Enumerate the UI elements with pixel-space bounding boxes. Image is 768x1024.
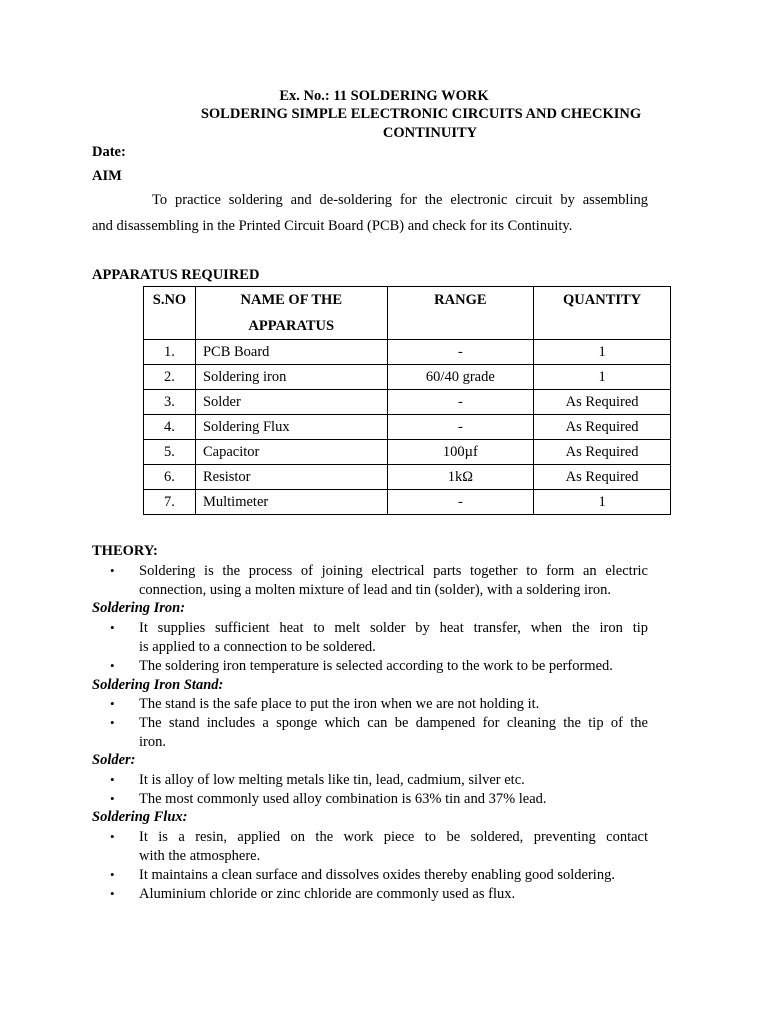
cell-range: 1kΩ: [387, 465, 534, 490]
table-header-row: [144, 287, 671, 340]
cell-range: -: [387, 390, 534, 415]
cell-range: -: [387, 490, 534, 515]
stand-bullet-1: The stand is the safe place to put the iron when we are not holding it.: [139, 696, 540, 712]
header-quantity: QUANTITY: [534, 287, 671, 340]
bullet-icon: •: [110, 791, 115, 806]
cell-range: 60/40 grade: [387, 365, 534, 390]
theory-heading: THEORY:: [92, 543, 158, 559]
cell-sno: 4.: [144, 415, 196, 440]
table-row: [144, 490, 671, 515]
cell-name: PCB Board: [195, 340, 387, 365]
table-row: [144, 465, 671, 490]
date-label: Date:: [92, 144, 126, 160]
bullet-icon: •: [110, 658, 115, 673]
cell-sno: 1.: [144, 340, 196, 365]
bullet-icon: •: [110, 620, 115, 635]
header-name-line1: NAME OF THE: [240, 292, 343, 308]
header-name: [195, 287, 387, 340]
cell-name: Multimeter: [195, 490, 387, 515]
header-name-line2: APPARATUS: [248, 318, 335, 334]
aim-heading: AIM: [92, 168, 122, 184]
cell-sno: 5.: [144, 440, 196, 465]
table-row: [144, 365, 671, 390]
theory-intro-line-2: connection, using a molten mixture of lead and tin (solder), with a soldering iron.: [139, 582, 611, 598]
bullet-icon: •: [110, 772, 115, 787]
stand-bullet-2-line-1: The stand includes a sponge which can be dampened for cleaning the tip of the: [139, 715, 648, 731]
table-row: [144, 415, 671, 440]
cell-name: Resistor: [195, 465, 387, 490]
cell-sno: 2.: [144, 365, 196, 390]
header-range: RANGE: [387, 287, 534, 340]
cell-name: Solder: [195, 390, 387, 415]
cell-name: Soldering iron: [195, 365, 387, 390]
apparatus-heading: APPARATUS REQUIRED: [92, 267, 260, 283]
soldering-iron-stand-heading: Soldering Iron Stand:: [92, 677, 224, 693]
cell-quantity: As Required: [534, 465, 671, 490]
bullet-icon: •: [110, 696, 115, 711]
iron-bullet-2: The soldering iron temperature is selected according to the work to be performed.: [139, 658, 613, 674]
bullet-icon: •: [110, 886, 115, 901]
bullet-icon: •: [110, 829, 115, 844]
aim-text-line-2: and disassembling in the Printed Circuit Board (PCB) and check for its Continuity.: [92, 218, 573, 234]
cell-quantity: As Required: [534, 440, 671, 465]
table-row: [144, 390, 671, 415]
solder-heading: Solder:: [92, 752, 136, 768]
soldering-iron-heading: Soldering Iron:: [92, 600, 186, 616]
cell-range: -: [387, 340, 534, 365]
table-row: [144, 340, 671, 365]
solder-bullet-1: It is alloy of low melting metals like tin, lead, cadmium, silver etc.: [139, 772, 525, 788]
cell-range: 100µf: [387, 440, 534, 465]
cell-sno: 6.: [144, 465, 196, 490]
cell-quantity: 1: [534, 365, 671, 390]
bullet-icon: •: [110, 715, 115, 730]
bullet-icon: •: [110, 867, 115, 882]
solder-bullet-2: The most commonly used alloy combination is 63% tin and 37% lead.: [139, 791, 547, 807]
cell-quantity: As Required: [534, 415, 671, 440]
exercise-heading: Ex. No.: 11 SOLDERING WORK: [279, 88, 489, 104]
cell-name: Capacitor: [195, 440, 387, 465]
flux-bullet-1-line-2: with the atmosphere.: [139, 848, 261, 864]
cell-name: Soldering Flux: [195, 415, 387, 440]
soldering-flux-heading: Soldering Flux:: [92, 809, 188, 825]
title-line-2: CONTINUITY: [382, 125, 478, 141]
aim-text-line-1: To practice soldering and de-soldering for the electronic circuit by assembling: [152, 192, 648, 208]
flux-bullet-3: Aluminium chloride or zinc chloride are commonly used as flux.: [139, 886, 516, 902]
theory-intro-line-1: Soldering is the process of joining electrical parts together to form an electric: [139, 563, 648, 579]
cell-sno: 7.: [144, 490, 196, 515]
iron-bullet-1-line-1: It supplies sufficient heat to melt solder by heat transfer, when the iron tip: [139, 620, 648, 636]
iron-bullet-1-line-2: is applied to a connection to be soldered.: [139, 639, 376, 655]
bullet-icon: •: [110, 563, 115, 578]
cell-quantity: 1: [534, 490, 671, 515]
stand-bullet-2-line-2: iron.: [139, 734, 166, 750]
flux-bullet-2: It maintains a clean surface and dissolves oxides thereby enabling good soldering.: [139, 867, 615, 883]
cell-quantity: 1: [534, 340, 671, 365]
cell-sno: 3.: [144, 390, 196, 415]
header-sno: S.NO: [144, 287, 196, 340]
flux-bullet-1-line-1: It is a resin, applied on the work piece to be soldered, preventing contact: [139, 829, 648, 845]
title-line-1: SOLDERING SIMPLE ELECTRONIC CIRCUITS AND CHECKING: [200, 106, 642, 122]
table-row: [144, 440, 671, 465]
cell-range: -: [387, 415, 534, 440]
cell-quantity: As Required: [534, 390, 671, 415]
apparatus-table: [143, 286, 671, 515]
